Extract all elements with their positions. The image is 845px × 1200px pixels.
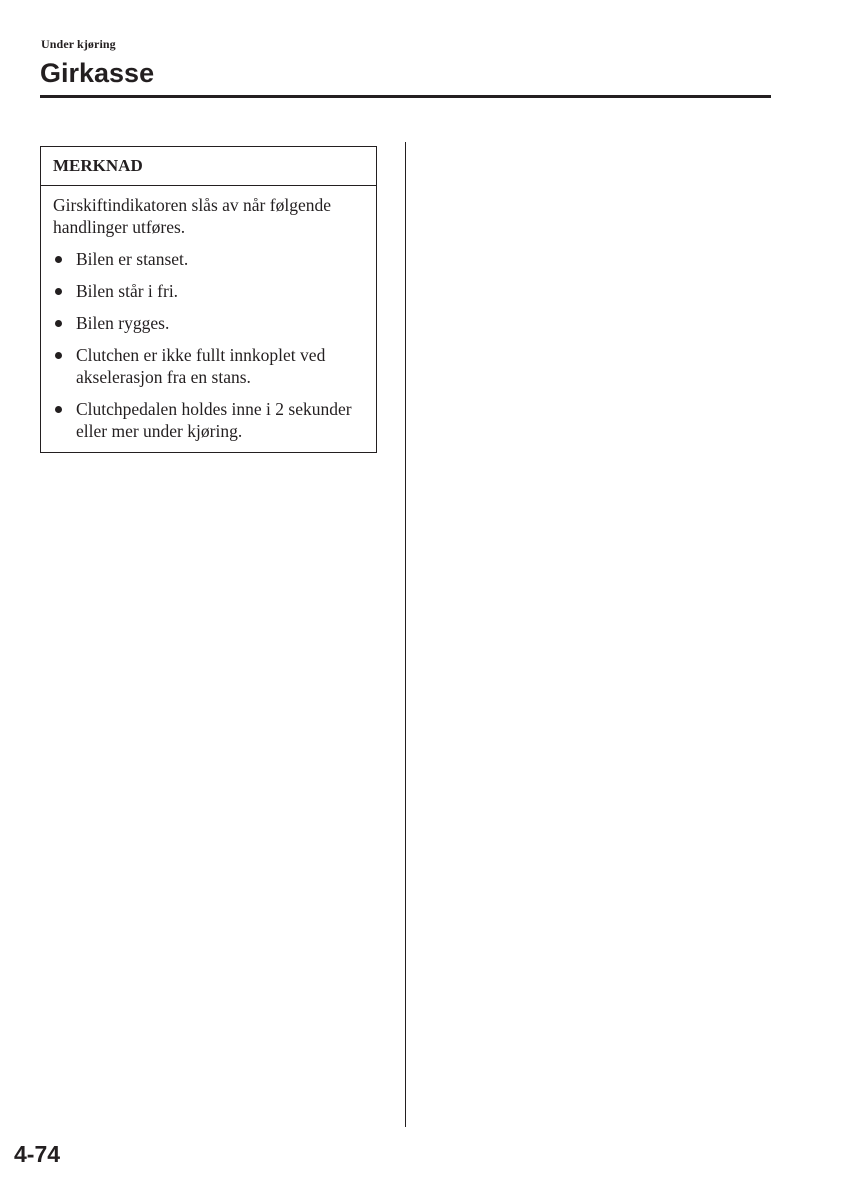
list-item xyxy=(53,248,366,270)
list-item xyxy=(53,344,366,388)
bullet-icon xyxy=(55,406,62,413)
note-heading: MERKNAD xyxy=(41,147,376,186)
list-item-text: Bilen står i fri. xyxy=(76,281,179,301)
bullet-icon xyxy=(55,320,62,327)
page-title: Girkasse xyxy=(40,58,155,88)
list-item xyxy=(53,312,366,334)
list-item xyxy=(53,280,366,302)
note-body xyxy=(41,186,376,452)
list-item-text: Clutchpedalen holdes inne i 2 sekunder eller mer under kjøring. xyxy=(76,399,352,441)
note-intro: Girskiftindikatoren slås av når følgende handlinger utføres. xyxy=(53,195,331,237)
list-item-text: Bilen rygges. xyxy=(76,313,170,333)
list-item-text: Bilen er stanset. xyxy=(76,249,189,269)
list-item-text: Clutchen er ikke fullt innkoplet ved akselerasjon fra en stans. xyxy=(76,345,326,387)
section-label: Under kjøring xyxy=(41,37,116,51)
note-list xyxy=(53,248,366,442)
page-number: 4-74 xyxy=(14,1141,61,1167)
bullet-icon xyxy=(55,352,62,359)
bullet-icon xyxy=(55,256,62,263)
list-item xyxy=(53,398,366,442)
title-rule xyxy=(40,95,771,98)
note-box xyxy=(40,146,377,453)
column-divider xyxy=(405,142,406,1127)
bullet-icon xyxy=(55,288,62,295)
